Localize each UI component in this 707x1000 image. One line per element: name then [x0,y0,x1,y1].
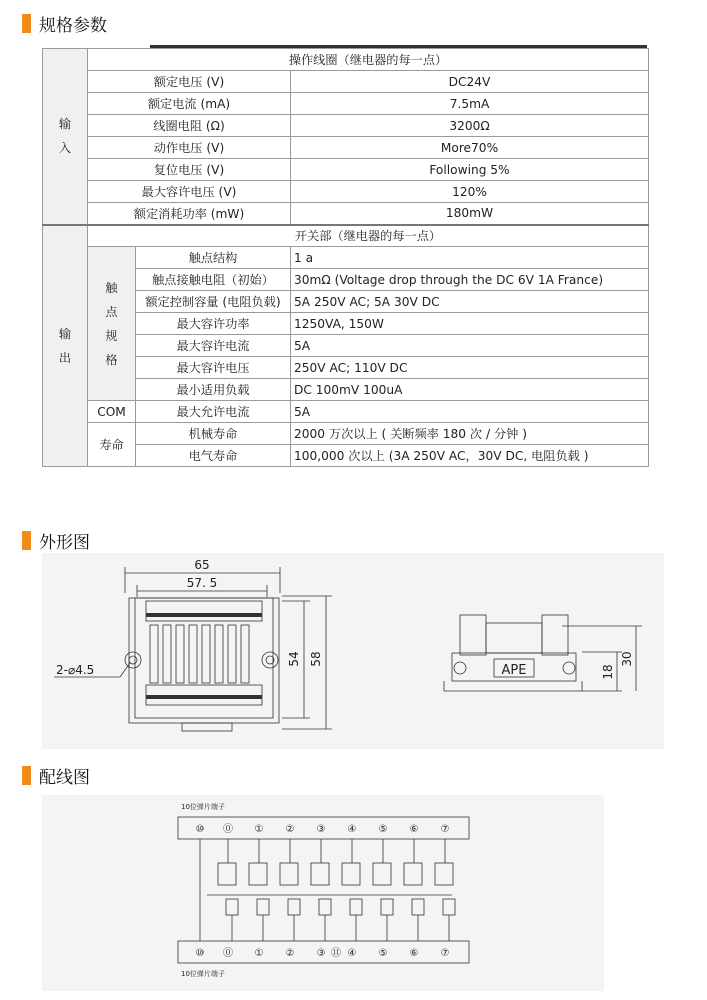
contact-value: DC 100mV 100uA [291,379,649,401]
wiring-title-text: 配线图 [39,767,90,788]
spec-section-title [22,12,107,34]
contact-value: 30mΩ (Voltage drop through the DC 6V 1A France) [291,269,649,291]
top-terminal: ③ [316,824,326,835]
bottom-terminal-label: 10位弹片端子 [181,970,225,978]
life-value: 100,000 次以上 (3A 250V AC，30V DC, 电阻负载 ) [291,445,649,467]
outline-drawing [42,553,664,749]
outline-figure [42,553,664,749]
input-label-text: 输入 [58,117,72,156]
contact-param: 最小适用负载 [136,379,291,401]
com-param: 最大允许电流 [136,401,291,423]
life-param: 电气寿命 [136,445,291,467]
input-param: 额定电压 (V) [88,71,291,93]
contact-param: 触点结构 [136,247,291,269]
dim-height-inner: 54 [287,651,301,667]
relay-bank [146,613,262,699]
top-terminal: ⑩ [195,824,205,835]
bottom-terminal: ④ [347,948,357,959]
outline-section-title [22,529,90,551]
life-param: 机械寿命 [136,423,291,445]
top-terminal-label: 10位弹片端子 [181,803,225,811]
bottom-terminal: ⑥ [409,948,419,959]
relay-channels [218,839,455,941]
section-marker [22,14,31,33]
bottom-terminal: ③ [316,948,326,959]
top-terminal: ④ [347,824,357,835]
wiring-figure [42,795,604,991]
com-value: 5A [291,401,649,423]
contact-param: 最大容许电压 [136,357,291,379]
input-value: DC24V [291,71,649,93]
bottom-terminal: ⑦ [440,948,450,959]
contact-param: 最大容许功率 [136,313,291,335]
dim-side-18: 18 [601,664,615,680]
contact-value: 1250VA, 150W [291,313,649,335]
input-param: 额定电流 (mA) [88,93,291,115]
bottom-terminal: ② [285,948,295,959]
wiring-section-title [22,764,90,786]
section-marker [22,531,31,550]
bottom-terminal: ① [254,948,264,959]
dim-width: 65 [194,558,210,572]
dim-height-outer: 58 [309,651,323,667]
contact-param: 触点接触电阻（初始） [136,269,291,291]
bottom-terminal: ⑤ [378,948,388,959]
contact-group-label [88,247,136,401]
output-label-text: 输出 [58,326,72,365]
output-group-label [43,225,88,467]
input-param: 线圈电阻 (Ω) [88,115,291,137]
dim-pitch: 57. 5 [186,576,218,590]
input-value: Following 5% [291,159,649,181]
bottom-terminal: ⓪ [223,948,233,959]
section-marker [22,766,31,785]
brand-label: APE [501,663,527,678]
bottom-terminal: ⑩ [195,948,205,959]
contact-param: 额定控制容量 (电阻负载) [136,291,291,313]
bottom-terminal: ⑪ [331,948,341,959]
output-header: 开关部（继电器的每一点） [88,225,649,247]
input-param: 动作电压 (V) [88,137,291,159]
top-terminal: ① [254,824,264,835]
outline-title-text: 外形图 [39,532,90,553]
input-value: 120% [291,181,649,203]
input-param: 复位电压 (V) [88,159,291,181]
wiring-drawing [42,795,604,991]
top-terminal: ② [285,824,295,835]
contact-value: 1 a [291,247,649,269]
input-header: 操作线圈（继电器的每一点） [88,49,649,71]
input-param: 额定消耗功率 (mW) [88,203,291,225]
dim-side-30: 30 [620,651,634,667]
contact-value: 250V AC; 110V DC [291,357,649,379]
contact-value: 5A 250V AC; 5A 30V DC [291,291,649,313]
dim-hole: 2-⌀4.5 [56,663,95,677]
input-value: 3200Ω [291,115,649,137]
com-label: COM [88,401,136,423]
contact-param: 最大容许电流 [136,335,291,357]
top-terminal: ⑥ [409,824,419,835]
top-terminal: ⑦ [440,824,450,835]
top-terminal: ⑤ [378,824,388,835]
contact-label-text: 触点规格 [105,280,118,367]
input-value: 7.5mA [291,93,649,115]
contact-value: 5A [291,335,649,357]
top-terminal: ⓪ [223,824,233,835]
input-group-label [43,49,88,225]
input-param: 最大容许电压 (V) [88,181,291,203]
input-value: 180mW [291,203,649,225]
spec-title-text: 规格参数 [39,15,107,36]
life-label: 寿命 [88,423,136,467]
input-value: More70% [291,137,649,159]
spec-table [42,48,649,467]
life-value: 2000 万次以上 ( 关断频率 180 次 / 分钟 ) [291,423,649,445]
